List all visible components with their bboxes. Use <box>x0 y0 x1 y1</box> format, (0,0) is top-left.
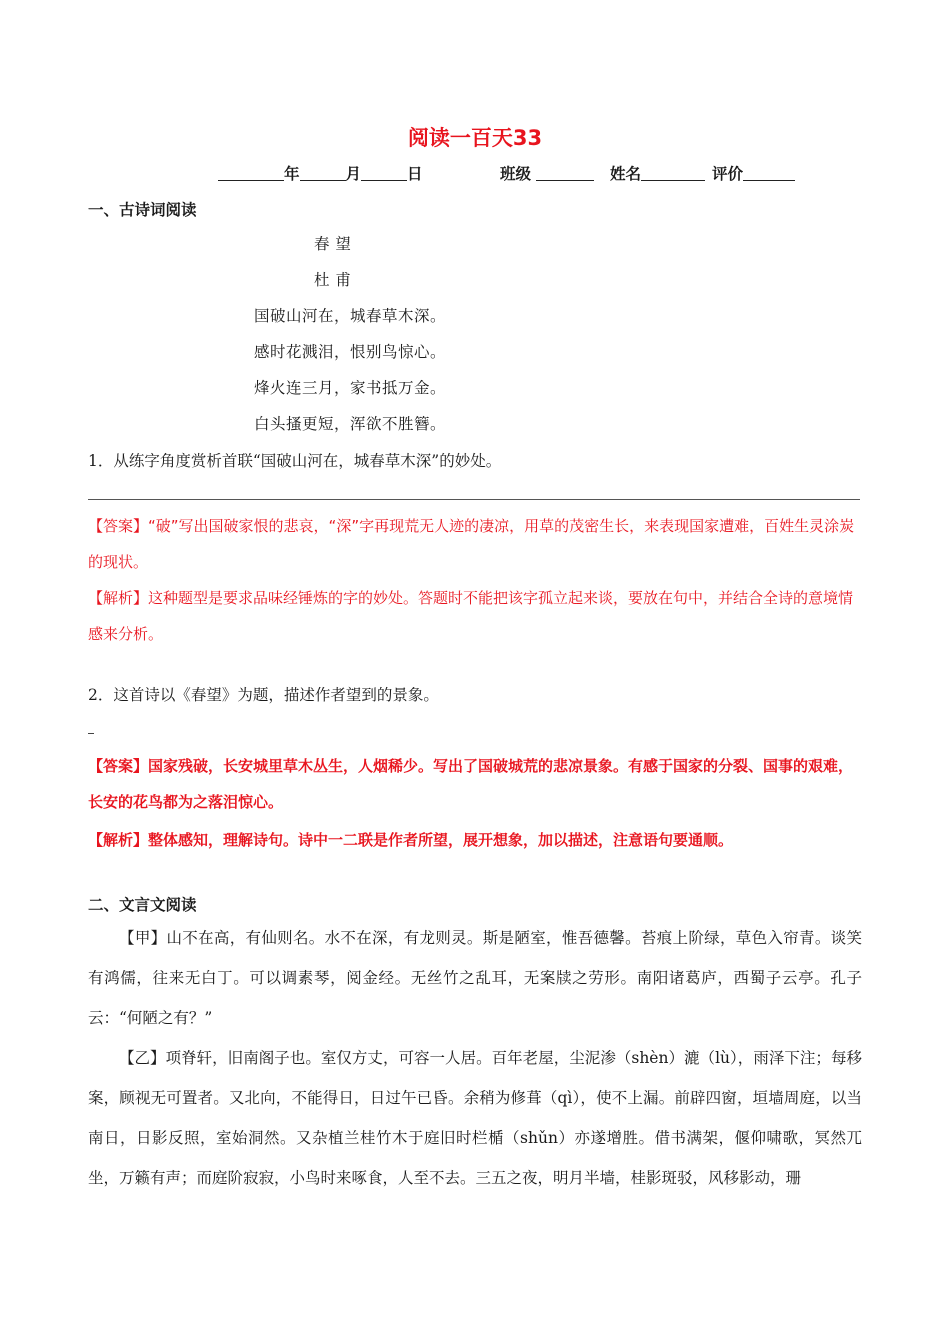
answer-line <box>88 499 860 500</box>
month-blank[interactable] <box>300 166 346 181</box>
name-blank[interactable] <box>641 166 705 181</box>
class-field <box>500 162 594 184</box>
eval-label: 评价 <box>712 165 744 183</box>
day-blank[interactable] <box>361 166 407 181</box>
month-label: 月 <box>345 165 362 183</box>
name-label: 姓名 <box>610 165 642 183</box>
answer-2: 【答案】国家残破，长安城里草木丛生，人烟稀少。写出了国破城荒的悲凉景象。有感于国家的分裂、国事的艰难，长安的花鸟都为之落泪惊心。 <box>88 757 854 811</box>
section-heading-poetry: 一、古诗词阅读 <box>88 201 197 219</box>
passage-jia: 【甲】山不在高，有仙则名。水不在深，有龙则灵。斯是陋室，惟吾德馨。苔痕上阶绿，草色入帘青。谈笑有鸿儒，往来无白丁。可以调素琴，阅金经。无丝竹之乱耳，无案牍之劳形。南阳诸葛庐，西蜀子云亭。孔子云：“何陋之有？” <box>88 929 862 1027</box>
year-blank[interactable] <box>218 166 284 181</box>
poem-line: 国破山河在，城春草木深。 <box>254 307 447 325</box>
eval-field <box>712 162 795 184</box>
eval-blank[interactable] <box>743 166 795 181</box>
poem-author: 杜 甫 <box>314 271 352 289</box>
answer-1: 【答案】“破”写出国破家恨的悲哀，“深”字再现荒无人迹的凄凉，用草的茂密生长，来表现国家遭难，百姓生灵涂炭的现状。 <box>88 517 855 571</box>
poem-line: 白头搔更短，浑欲不胜簪。 <box>254 415 447 433</box>
class-blank[interactable] <box>536 166 594 181</box>
class-label: 班级 <box>500 165 532 183</box>
question-2: 2．这首诗以《春望》为题，描述作者望到的景象。 <box>88 686 439 704</box>
analysis-2: 【解析】整体感知，理解诗句。诗中一二联是作者所望，展开想象，加以描述，注意语句要通顺。 <box>88 831 734 849</box>
section-heading-classical: 二、文言文阅读 <box>88 896 197 914</box>
poem-line: 烽火连三月，家书抵万金。 <box>254 379 447 397</box>
analysis-1: 【解析】这种题型是要求品味经锤炼的字的妙处。答题时不能把该字孤立起来谈，要放在句中，并结合全诗的意境情感来分析。 <box>88 589 854 643</box>
day-label: 日 <box>407 165 423 183</box>
name-field <box>610 162 705 184</box>
poem-line: 感时花溅泪，恨别鸟惊心。 <box>254 343 447 361</box>
passage-yi: 【乙】项脊轩，旧南阁子也。室仅方丈，可容一人居。百年老屋，尘泥渗（shèn）漉（lù），雨泽下注；每移案，顾视无可置者。又北向，不能得日，日过午已昏。余稍为修葺（qì），使不上漏。前辟四窗，垣墙周庭，以当南日，日影反照，室始洞然。又杂植兰桂竹木于庭旧时栏楯（shǔn）亦遂增胜。借书满架，偃仰啸歌，冥然兀坐，万籁有声；而庭阶寂寂，小鸟时来啄食，人至不去。三五之夜，明月半墙，桂影斑驳，风移影动，珊 <box>88 1049 862 1187</box>
page-title: 阅读一百天33 <box>407 126 543 150</box>
answer-dash <box>88 733 94 734</box>
year-label: 年 <box>284 165 300 183</box>
poem-title: 春 望 <box>314 235 352 253</box>
date-field <box>218 162 423 184</box>
question-1: 1．从练字角度赏析首联“国破山河在，城春草木深”的妙处。 <box>88 452 502 470</box>
